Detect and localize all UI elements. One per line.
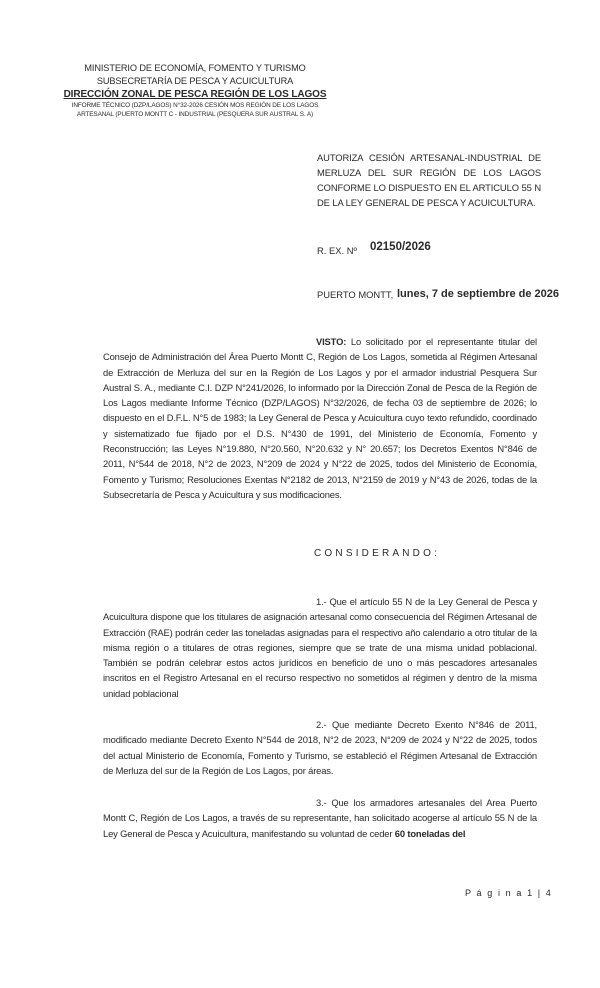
resolution-date: lunes, 7 de septiembre de 2026 (397, 288, 560, 300)
resolution-label: R. EX. Nº (317, 245, 357, 256)
resolution-number-line (317, 241, 431, 256)
resolution-title: AUTORIZA CESIÓN ARTESANAL-INDUSTRIAL DE MERLUZA DEL SUR REGIÓN DE LOS LAGOS CONFORME LO DISPUESTO EN EL ARTICULO 55 N DE LA LEY GENERAL DE PESCA Y ACUICULTURA. (317, 152, 541, 208)
considerando-item-3 (103, 795, 537, 841)
subsecretariat-name: SUBSECRETARÍA DE PESCA Y ACUICULTURA (96, 76, 294, 86)
place: PUERTO MONTT, (317, 289, 394, 300)
considerando-item-1 (103, 594, 537, 701)
considerando-3-bold-text: 60 toneladas del (394, 827, 466, 839)
document-header (60, 62, 330, 119)
report-reference-parties: ARTESANAL (PUERTO MONTT C - INDUSTRIAL (PESQUERA SUR AUSTRAL S. A) (76, 111, 314, 118)
visto-text: Lo solicitado por el representante titular del Consejo de Administración del Área Puerto Montt C, Región de Los Lagos, sometida al Régimen Artesanal de Extracción de Merluza del sur en la Región de Los Lagos y por el armador industrial Pesquera Sur Austral S. A., mediante C.I. DZP N°241/2026, lo informado por la Dirección Zonal de Pesca de la Región de Los Lagos mediante Informe Técnico (DZP/LAGOS) N°32/2026, de fecha 03 de septiembre de 2026; lo dispuesto en el D.F.L. N°5 de 1983; la Ley General de Pesca y Acuicultura cuyo texto refundido, coordinado y sistematizado fue fijado por el D.S. N°430 de 1991, del Ministerio de Economía, Fomento y Reconstrucción; las Leyes N°19.880, N°20.560, N°20.632 y N° 20.657; los Decretos Exentos N°846 de 2011, N°544 de 2018, N°2 de 2023, N°209 de 2024 y N°22 de 2025, todos del Ministerio de Economía, Fomento y Turismo; Resoluciones Exentas N°2182 de 2013, N°2159 de 2019 y N°43 de 2026, todas de la Subsecretaría de Pesca y Acuicultura y sus modificaciones. (103, 336, 537, 500)
page-number: P á g i n a 1 | 4 (465, 888, 553, 898)
resolution-number: 02150/2026 (370, 241, 431, 253)
visto-paragraph (103, 334, 537, 502)
considerando-text-1: 1.- Que el artículo 55 N de la Ley General de Pesca y Acuicultura dispone que los titulares de asignación artesanal como consecuencia del Régimen Artesanal de Extracción (RAE) podrán ceder las toneladas asignadas para el respectivo año calendario a otro titular de la misma región o a titulares de otras regiones, siempre que se trate de una misma unidad poblacional. También se podrán celebrar estos actos jurídicos en beneficio de uno o más pescadores artesanales inscritos en el Registro Artesanal en el recurso respectivo no sometidos al régimen y dentro de la misma unidad poblacional (103, 596, 537, 699)
considerando-heading: CONSIDERANDO: (314, 548, 441, 559)
considerando-text-3: 3.- Que los armadores artesanales del Area Puerto Montt C, Región de Los Lagos, a través de su representante, han solicitado acogerse al artículo 55 N de la Ley General de Pesca y Acuicultura, manifestando su voluntad de ceder (103, 797, 537, 839)
considerando-text-2: 2.- Que mediante Decreto Exento N°846 de 2011, modificado mediante Decreto Exento N°544 de 2018, N°2 de 2023, N°209 de 2024 y N°22 de 2025, todos del actual Ministerio de Economía, Fomento y Turismo, se estableció el Régimen Artesanal de Extracción de Merluza del sur de la Región de Los Lagos, por áreas. (103, 719, 537, 776)
report-reference: INFORME TÉCNICO (DZP/LAGOS) N°32-2026 CESIÓN MOS REGIÓN DE LOS LAGOS (71, 102, 319, 109)
zonal-direction-name: DIRECCIÓN ZONAL DE PESCA REGIÓN DE LOS LAGOS (63, 89, 327, 100)
ministry-name: MINISTERIO DE ECONOMÍA, FOMENTO Y TURISMO (84, 63, 306, 73)
place-date-line (317, 288, 560, 300)
considerando-item-2 (103, 717, 537, 778)
visto-heading: VISTO: (316, 336, 347, 347)
